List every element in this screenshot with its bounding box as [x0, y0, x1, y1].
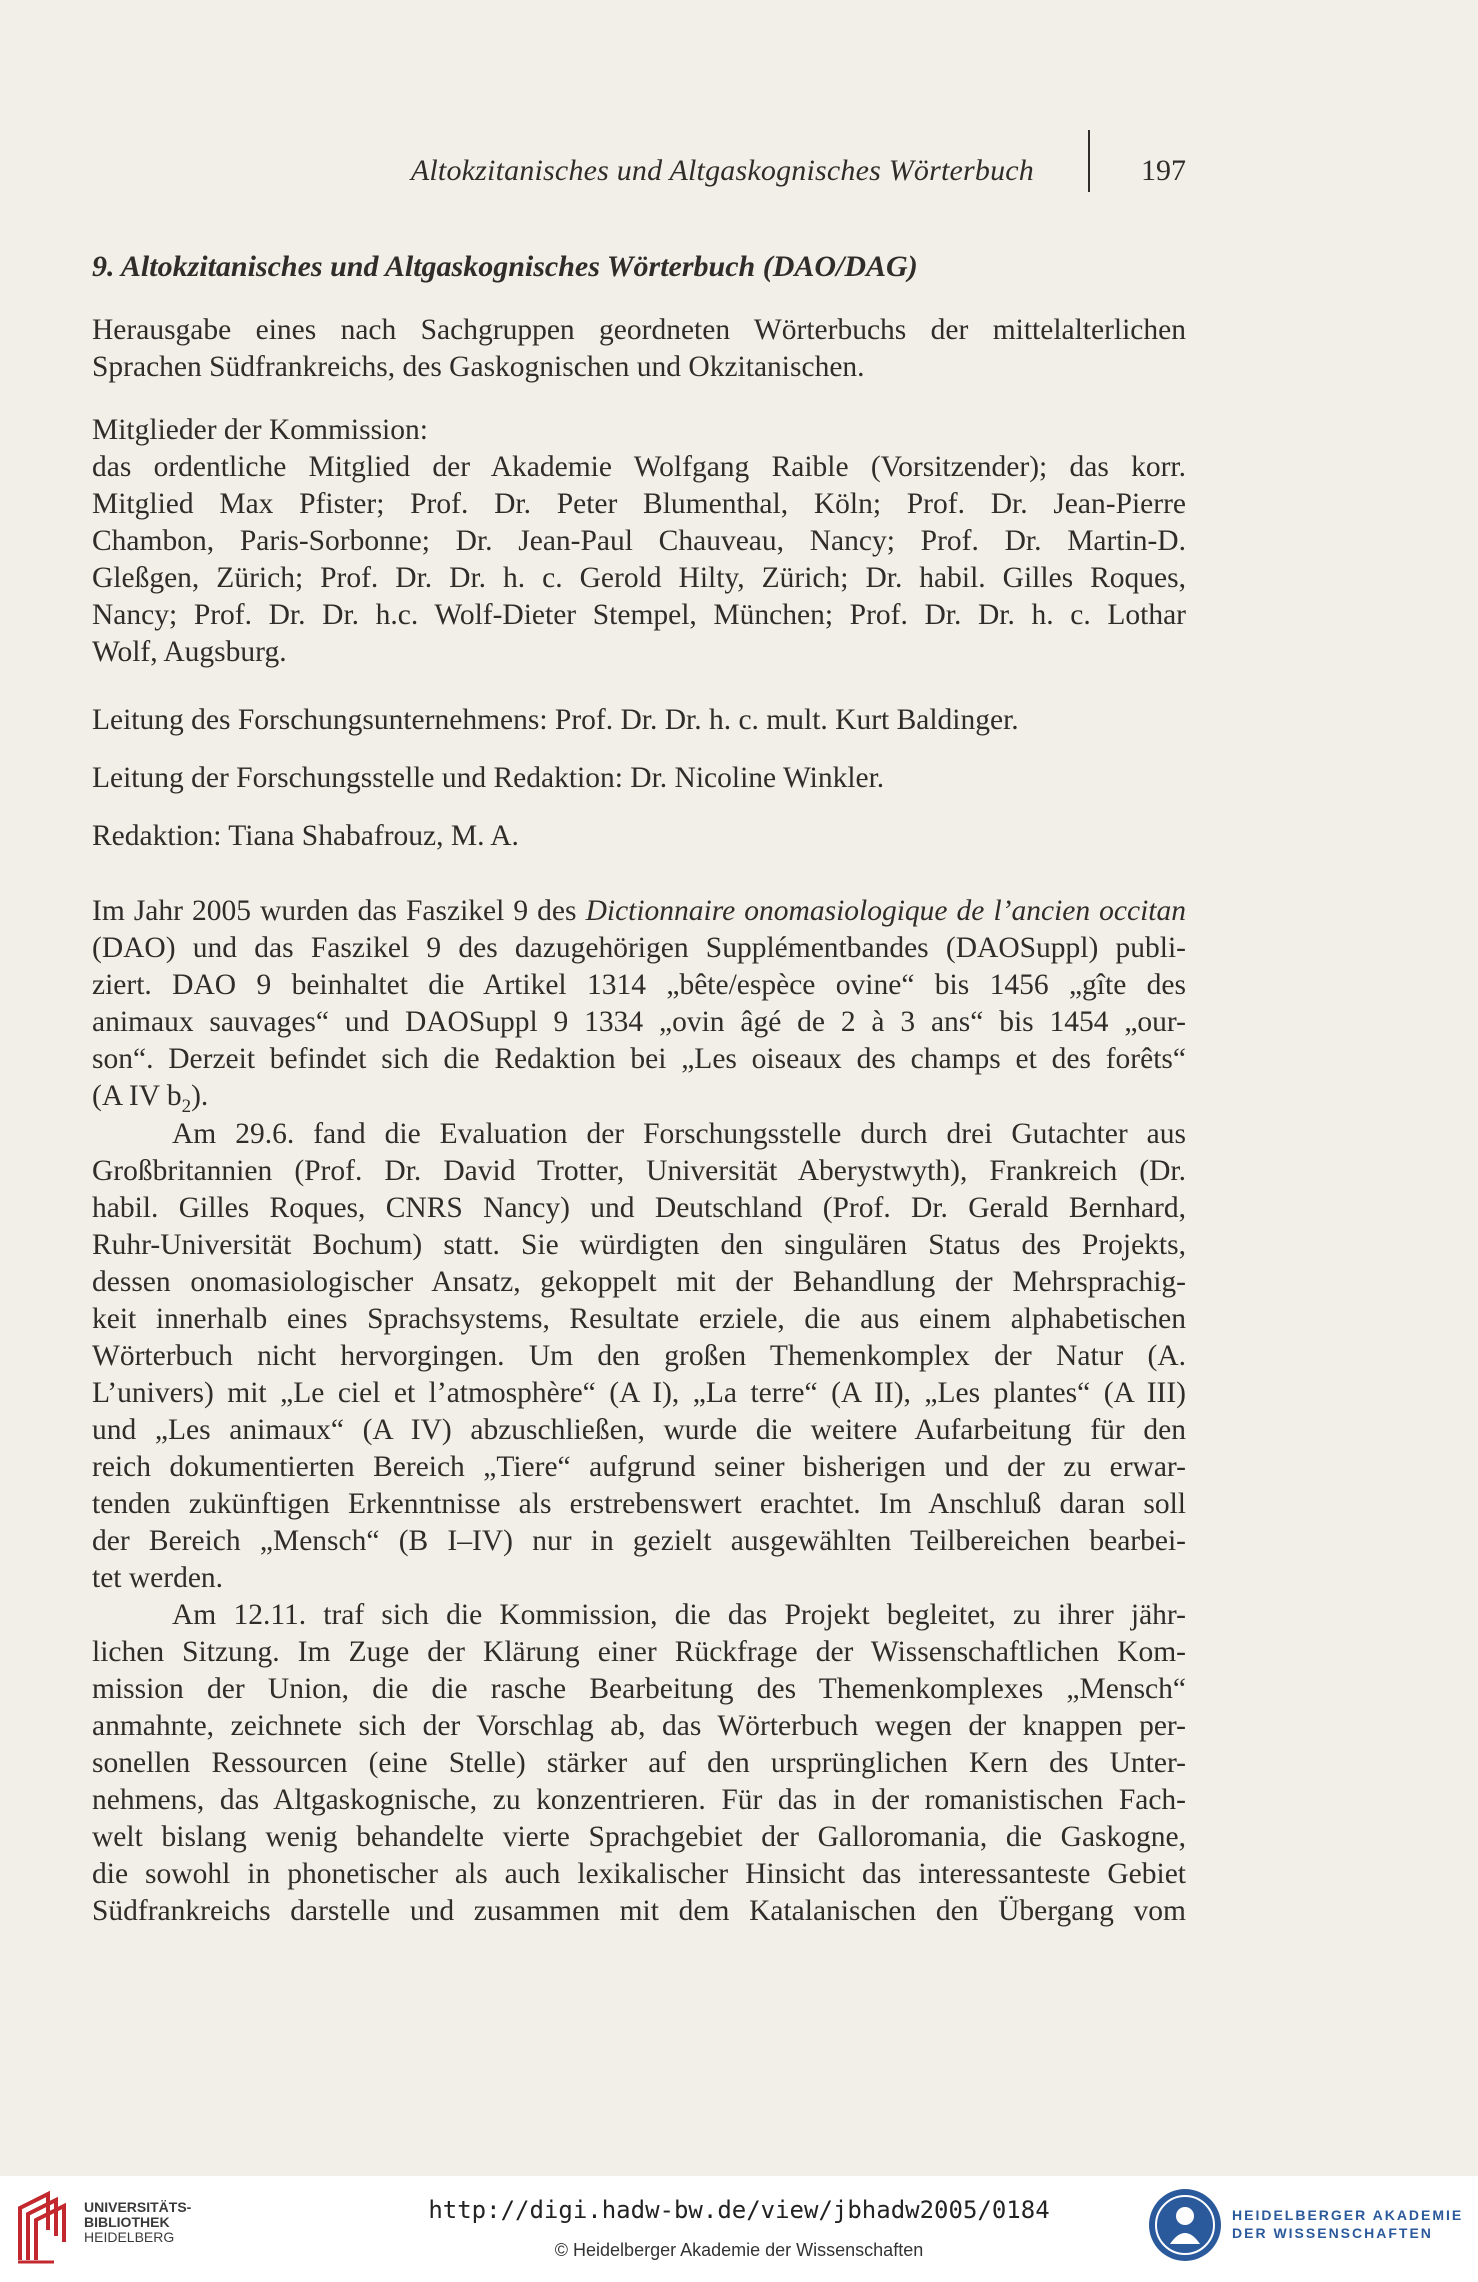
- text-line: Großbritannien (Prof. Dr. David Trotter, Universität Aberystwyth), Frankreich (Dr.: [92, 1155, 1186, 1187]
- text-line: keit innerhalb eines Sprachsystems, Resultate erziele, die aus einem alphabetischen: [92, 1303, 1186, 1335]
- text-line: Nancy; Prof. Dr. Dr. h.c. Wolf-Dieter Stempel, München; Prof. Dr. Dr. h. c. Lothar: [92, 599, 1186, 631]
- text-line: reich dokumentierten Bereich „Tiere“ aufgrund seiner bisherigen und der zu erwar-: [92, 1451, 1186, 1483]
- text-line: Gleßgen, Zürich; Prof. Dr. Dr. h. c. Gerold Hilty, Zürich; Dr. habil. Gilles Roques,: [92, 562, 1186, 594]
- text-line: Wolf, Augsburg.: [92, 636, 287, 668]
- text-line: Herausgabe eines nach Sachgruppen geordneten Wörterbuchs der mittelalterlichen: [92, 314, 1186, 346]
- copyright-notice: © Heidelberger Akademie der Wissenschaften: [554, 2240, 924, 2260]
- text-line: sonellen Ressourcen (eine Stelle) stärker auf den ursprünglichen Kern des Unter-: [92, 1747, 1186, 1779]
- text-line: Leitung der Forschungsstelle und Redaktion: Dr. Nicoline Winkler.: [92, 762, 885, 794]
- text-line: und „Les animaux“ (A IV) abzuschließen, wurde die weitere Aufarbeitung für den: [92, 1414, 1186, 1446]
- text-line: Am 29.6. fand die Evaluation der Forschungsstelle durch drei Gutachter aus: [172, 1118, 1186, 1150]
- academy-line: HEIDELBERGER AKADEMIE: [1232, 2207, 1464, 2223]
- text-line: dessen onomasiologischer Ansatz, gekoppelt mit der Behandlung der Mehrsprachig-: [92, 1266, 1186, 1298]
- text-run: (A IV b: [92, 1080, 182, 1112]
- library-line: HEIDELBERG: [84, 2229, 175, 2245]
- section-heading: 9. Altokzitanisches und Altgaskognisches Wörterbuch (DAO/DAG): [92, 250, 918, 283]
- text-line: die sowohl in phonetischer als auch lexikalischer Hinsicht das interessanteste Gebiet: [92, 1858, 1186, 1890]
- text-line: Südfrankreichs darstelle und zusammen mit dem Katalanischen den Übergang vom: [92, 1895, 1186, 1927]
- text-line: animaux sauvages“ und DAOSuppl 9 1334 „ovin âgé de 2 à 3 ans“ bis 1454 „our-: [92, 1006, 1186, 1038]
- text-line: lichen Sitzung. Im Zuge der Klärung einer Rückfrage der Wissenschaftlichen Kom-: [92, 1636, 1186, 1668]
- text-line: [92, 893, 1186, 930]
- permalink-url[interactable]: http://digi.hadw-bw.de/view/jbhadw2005/0184: [428, 2196, 1050, 2224]
- text-line: ziert. DAO 9 beinhaltet die Artikel 1314 „bête/espèce ovine“ bis 1456 „gîte des: [92, 969, 1186, 1001]
- subscript: 2: [181, 1095, 192, 1117]
- academy-seal-icon: [1146, 2186, 1224, 2264]
- library-line: UNIVERSITÄTS-: [84, 2199, 192, 2215]
- page-number: 197: [1141, 154, 1186, 187]
- paragraph-evaluation: [92, 1116, 1186, 1597]
- text-line: (DAO) und das Faszikel 9 des dazugehörigen Supplémentbandes (DAOSuppl) publi-: [92, 932, 1186, 964]
- text-line: Mitglieder der Kommission:: [92, 414, 428, 446]
- text-line: Leitung des Forschungsunternehmens: Prof. Dr. Dr. h. c. mult. Kurt Baldinger.: [92, 704, 1019, 736]
- text-line: der Bereich „Mensch“ (B I–IV) nur in gezielt ausgewählten Teilbereichen bearbei-: [92, 1525, 1186, 1557]
- dictionary-title: Dictionnaire onomasiologique de l’ancien occitan: [585, 895, 1186, 927]
- text-line: das ordentliche Mitglied der Akademie Wolfgang Raible (Vorsitzender); das korr.: [92, 451, 1186, 483]
- text-line: nehmens, das Altgaskognische, zu konzentrieren. Für das in der romanistischen Fach-: [92, 1784, 1186, 1816]
- paragraph-project-lead: [92, 702, 1186, 739]
- text-line: L’univers) mit „Le ciel et l’atmosphère“ (A I), „La terre“ (A II), „Les plantes“ (A III): [92, 1377, 1186, 1409]
- library-line: BIBLIOTHEK: [84, 2214, 170, 2230]
- text-line: son“. Derzeit befindet sich die Redaktion bei „Les oiseaux des champs et des forêts“: [92, 1043, 1186, 1075]
- text-line: Ruhr-Universität Bochum) statt. Sie würdigten den singulären Status des Projekts,: [92, 1229, 1186, 1261]
- running-head: [92, 150, 1186, 194]
- text-line: tet werden.: [92, 1562, 224, 1594]
- viewer-footer: [0, 2176, 1478, 2282]
- text-run: ).: [191, 1080, 209, 1112]
- academy-line: DER WISSENSCHAFTEN: [1232, 2225, 1433, 2241]
- text-line: Chambon, Paris-Sorbonne; Dr. Jean-Paul Chauveau, Nancy; Prof. Dr. Martin-D.: [92, 525, 1186, 557]
- text-line: Redaktion: Tiana Shabafrouz, M. A.: [92, 820, 519, 852]
- text-run: Im Jahr 2005 wurden das Faszikel 9 des: [92, 895, 586, 927]
- text-line: habil. Gilles Roques, CNRS Nancy) und Deutschland (Prof. Dr. Gerald Bernhard,: [92, 1192, 1186, 1224]
- text-line: Sprachen Südfrankreichs, des Gaskognischen und Okzitanischen.: [92, 351, 865, 383]
- text-line: welt bislang wenig behandelte vierte Sprachgebiet der Galloromania, die Gaskogne,: [92, 1821, 1186, 1853]
- text-line: Wörterbuch nicht hervorgingen. Um den großen Themenkomplex der Natur (A.: [92, 1340, 1186, 1372]
- text-line: mission der Union, die die rasche Bearbeitung des Themenkomplexes „Mensch“: [92, 1673, 1186, 1705]
- paragraph-editorial-lead: [92, 760, 1186, 797]
- paragraph-purpose: [92, 312, 1186, 386]
- text-line: Am 12.11. traf sich die Kommission, die das Projekt begleitet, zu ihrer jähr-: [172, 1599, 1186, 1631]
- paragraph-fascicles: [92, 893, 1186, 1125]
- paragraph-commission-meeting: [92, 1597, 1186, 1930]
- paragraph-members: [92, 412, 1186, 671]
- text-line: Mitglied Max Pfister; Prof. Dr. Peter Blumenthal, Köln; Prof. Dr. Jean-Pierre: [92, 488, 1186, 520]
- paragraph-editors: [92, 818, 1186, 855]
- text-line: anmahnte, zeichnete sich der Vorschlag ab, das Wörterbuch wegen der knappen per-: [92, 1710, 1186, 1742]
- running-title: Altokzitanisches und Altgaskognisches Wörterbuch: [410, 154, 1034, 187]
- text-line: tenden zukünftigen Erkenntnisse als erstrebenswert erachtet. Im Anschluß daran soll: [92, 1488, 1186, 1520]
- academy-name: [1232, 2206, 1463, 2242]
- running-head-rule: [1088, 130, 1090, 192]
